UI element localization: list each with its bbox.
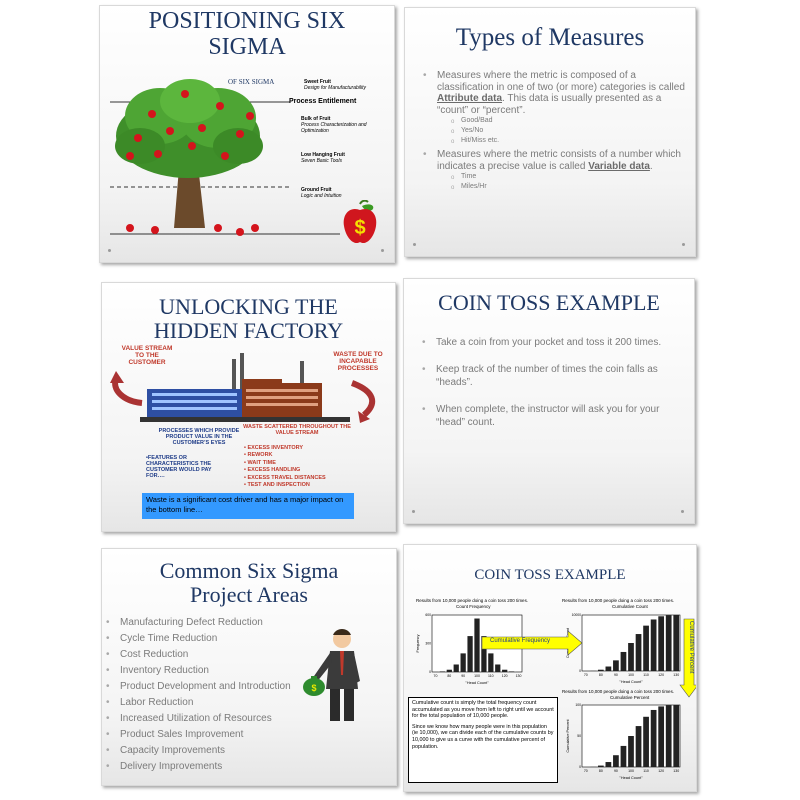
x-axis-label: "Head Count" bbox=[619, 776, 643, 780]
sub-item: o Miles/Hr bbox=[451, 182, 688, 192]
term-variable-data: Variable data bbox=[588, 160, 650, 172]
waste-item: • EXCESS INVENTORY bbox=[244, 445, 304, 451]
waste-items-list bbox=[244, 445, 326, 489]
sub-item: o Time bbox=[451, 172, 688, 182]
arrow-label-cumulative-percent: Cumulative Percent bbox=[688, 621, 694, 674]
project-area-item: • Cycle Time Reduction bbox=[106, 631, 336, 647]
slide-common-project-areas[interactable] bbox=[101, 548, 397, 786]
y-tick-label: 0 bbox=[579, 765, 581, 770]
processes-text: PROCESSES WHICH PROVIDE PRODUCT VALUE IN THE CUSTOMER’S EYES bbox=[158, 428, 240, 446]
waste-item: • EXCESS HANDLING bbox=[244, 467, 301, 474]
project-area-item: • Cost Reduction bbox=[106, 647, 336, 663]
features-text: •FEATURES OR CHARACTERISTICS THE CUSTOMER WOULD PAY FOR…. bbox=[146, 455, 212, 479]
slide-coin-toss-example[interactable] bbox=[403, 278, 695, 524]
slide-unlocking-hidden-factory[interactable] bbox=[101, 282, 396, 532]
y-tick-label: 50 bbox=[577, 734, 581, 739]
chart-3-header: Results from 10,000 people doing a coin toss 200 times. bbox=[562, 689, 675, 694]
waste-item: • TEST AND INSPECTION bbox=[244, 482, 310, 489]
project-area-item: • Manufacturing Defect Reduction bbox=[106, 615, 336, 631]
x-tick-label: 70 bbox=[583, 769, 588, 773]
slide-title: Types of Measures bbox=[455, 24, 645, 51]
dollar-symbol: $ bbox=[354, 217, 366, 239]
layer-low-hanging-fruit: Low Hanging Fruit Seven Basic Tools bbox=[301, 152, 345, 164]
x-tick-label: 130 bbox=[515, 674, 522, 678]
x-tick-label: 70 bbox=[433, 674, 438, 678]
x-tick-label: 90 bbox=[613, 769, 618, 773]
x-tick-label: 80 bbox=[598, 673, 603, 677]
slide-coin-toss-charts[interactable] bbox=[403, 544, 697, 792]
x-tick-label: 100 bbox=[628, 769, 634, 773]
measures-list bbox=[423, 70, 688, 192]
x-tick-label: 120 bbox=[658, 769, 665, 773]
waste-item: • REWORK bbox=[244, 452, 273, 459]
money-apple-icon bbox=[342, 200, 378, 246]
chart-2-title: Cumulative Count bbox=[612, 604, 648, 609]
slide-dot bbox=[413, 243, 416, 246]
layer-sweet-fruit: Sweet Fruit Design for Manufacturability bbox=[304, 79, 366, 91]
step-item: • Keep track of the number of times the coin falls as “heads”. bbox=[422, 363, 687, 389]
slide-title bbox=[102, 559, 396, 607]
caption: OF SIX SIGMA bbox=[228, 78, 275, 86]
waste-item: • EXCESS TRAVEL DISTANCES bbox=[244, 474, 326, 481]
chart-2-header: Results from 10,000 people doing a coin toss 200 times. bbox=[562, 598, 675, 603]
x-tick-label: 80 bbox=[447, 674, 452, 678]
y-tick-label: 10000 bbox=[571, 613, 581, 618]
waste-item: • WAIT TIME bbox=[244, 459, 276, 466]
y-tick-label: 0 bbox=[429, 670, 431, 675]
x-tick-label: 90 bbox=[461, 674, 466, 678]
x-tick-label: 110 bbox=[643, 673, 649, 677]
waste-scattered-text: WASTE SCATTERED THROUGHOUT THE VALUE STREAM bbox=[243, 424, 351, 436]
chart-1-header: Results from 10,000 people doing a coin toss 200 times. bbox=[416, 598, 529, 603]
y-tick-label: 300 bbox=[425, 641, 431, 646]
businessman-money-bag-illustration bbox=[300, 627, 366, 727]
slide-title: COIN TOSS EXAMPLE bbox=[474, 567, 626, 583]
slide-dot bbox=[682, 243, 685, 246]
value-stream-label: VALUE STREAM TO THE CUSTOMER bbox=[121, 345, 173, 366]
project-area-item: • Labor Reduction bbox=[106, 695, 336, 711]
title-line-2: SIGMA bbox=[208, 34, 286, 60]
bullet-attribute-data: • Measures where the metric is composed of a classification in one of two (or more) categories is called Attribute data. This data is usually presented as a “count” or “percent”. o Good/Bad o Yes/No o Hit/Miss etc. bbox=[423, 70, 688, 146]
step-item: • Take a coin from your pocket and toss it 200 times. bbox=[422, 336, 687, 349]
project-area-item: • Capacity Improvements bbox=[106, 743, 336, 759]
project-area-item: • Product Sales Improvement bbox=[106, 727, 336, 743]
note-paragraph-2: Since we know how many people were in this population (ie 10,000), we can divide each of the cumulative counts by 10,000 to give us a curve with the cumulative percent of population. bbox=[412, 723, 554, 750]
chart-1-title: Count Frequency bbox=[456, 604, 491, 609]
y-tick-label: 100 bbox=[575, 703, 581, 708]
sub-item: o Yes/No bbox=[451, 126, 688, 136]
term-attribute-data: Attribute data bbox=[437, 93, 502, 104]
project-area-item: • Product Development and Introduction bbox=[106, 679, 336, 695]
y-tick-label: 600 bbox=[425, 613, 431, 618]
slide-dot bbox=[108, 249, 111, 252]
step-item: • When complete, the instructor will ask you for your “head” count. bbox=[422, 403, 687, 429]
y-axis-label: Frequency bbox=[416, 634, 420, 653]
layer-process-entitlement: Process Entitlement bbox=[289, 98, 357, 105]
title-line-2: Project Areas bbox=[190, 582, 308, 607]
x-tick-label: 110 bbox=[488, 674, 494, 678]
x-tick-label: 120 bbox=[501, 674, 508, 678]
chart-3-title: Cumulative Percent bbox=[610, 695, 650, 700]
slide-positioning-six-sigma[interactable] bbox=[99, 5, 395, 263]
slide-dot bbox=[681, 510, 684, 513]
x-tick-label: 80 bbox=[598, 769, 603, 773]
explanation-note bbox=[408, 697, 558, 783]
x-tick-label: 130 bbox=[673, 769, 680, 773]
x-tick-label: 130 bbox=[673, 673, 680, 677]
x-axis-label: "Head Count" bbox=[619, 680, 643, 684]
waste-label: WASTE DUE TO INCAPABLE PROCESSES bbox=[333, 351, 383, 372]
arrow-label-cumulative-frequency: Cumulative Frequency bbox=[490, 638, 551, 644]
footer-callout: Waste is a significant cost driver and has a major impact on the bottom line… bbox=[142, 493, 354, 519]
slide-dot bbox=[381, 249, 384, 252]
title-line-1: Common Six Sigma bbox=[159, 558, 339, 583]
y-axis-label: Cumulative Percent bbox=[566, 719, 570, 753]
layer-ground-fruit: Ground Fruit Logic and Intuition bbox=[301, 187, 342, 199]
y-tick-label: 0 bbox=[579, 669, 581, 674]
project-area-item: • Delivery Improvements bbox=[106, 759, 336, 775]
svg-text:$: $ bbox=[311, 683, 317, 693]
slide-types-of-measures[interactable] bbox=[404, 7, 696, 257]
x-axis-label: "Head Count" bbox=[465, 681, 489, 685]
sub-item: o Good/Bad bbox=[451, 116, 688, 126]
note-paragraph-1: Cumulative count is simply the total frequency count accumulated as you move from left to right until we account for the total population of 10,000 people. bbox=[412, 700, 554, 720]
slide-title: COIN TOSS EXAMPLE bbox=[438, 290, 660, 315]
layer-bulk-of-fruit: Bulk of Fruit Process Characterization and Optimization bbox=[301, 116, 367, 134]
variable-examples bbox=[437, 172, 688, 192]
bullet-variable-data: • Measures where the metric consists of a number which indicates a precise value is called Variable data. o Time o Miles/Hr bbox=[423, 149, 688, 192]
title-line-2: HIDDEN FACTORY bbox=[153, 318, 344, 343]
title-line-1: UNLOCKING THE bbox=[159, 294, 338, 319]
x-tick-label: 70 bbox=[583, 673, 588, 677]
x-tick-label: 120 bbox=[658, 673, 665, 677]
x-tick-label: 100 bbox=[474, 674, 480, 678]
sub-item: o Hit/Miss etc. bbox=[451, 136, 688, 146]
x-tick-label: 90 bbox=[613, 673, 618, 677]
coin-toss-steps bbox=[422, 336, 687, 429]
title-line-1: POSITIONING SIX bbox=[148, 8, 346, 34]
slide-dot bbox=[412, 510, 415, 513]
project-area-item: • Increased Utilization of Resources bbox=[106, 711, 336, 727]
attribute-examples bbox=[437, 116, 688, 146]
x-tick-label: 110 bbox=[643, 769, 649, 773]
project-area-item: • Inventory Reduction bbox=[106, 663, 336, 679]
x-tick-label: 100 bbox=[628, 673, 634, 677]
